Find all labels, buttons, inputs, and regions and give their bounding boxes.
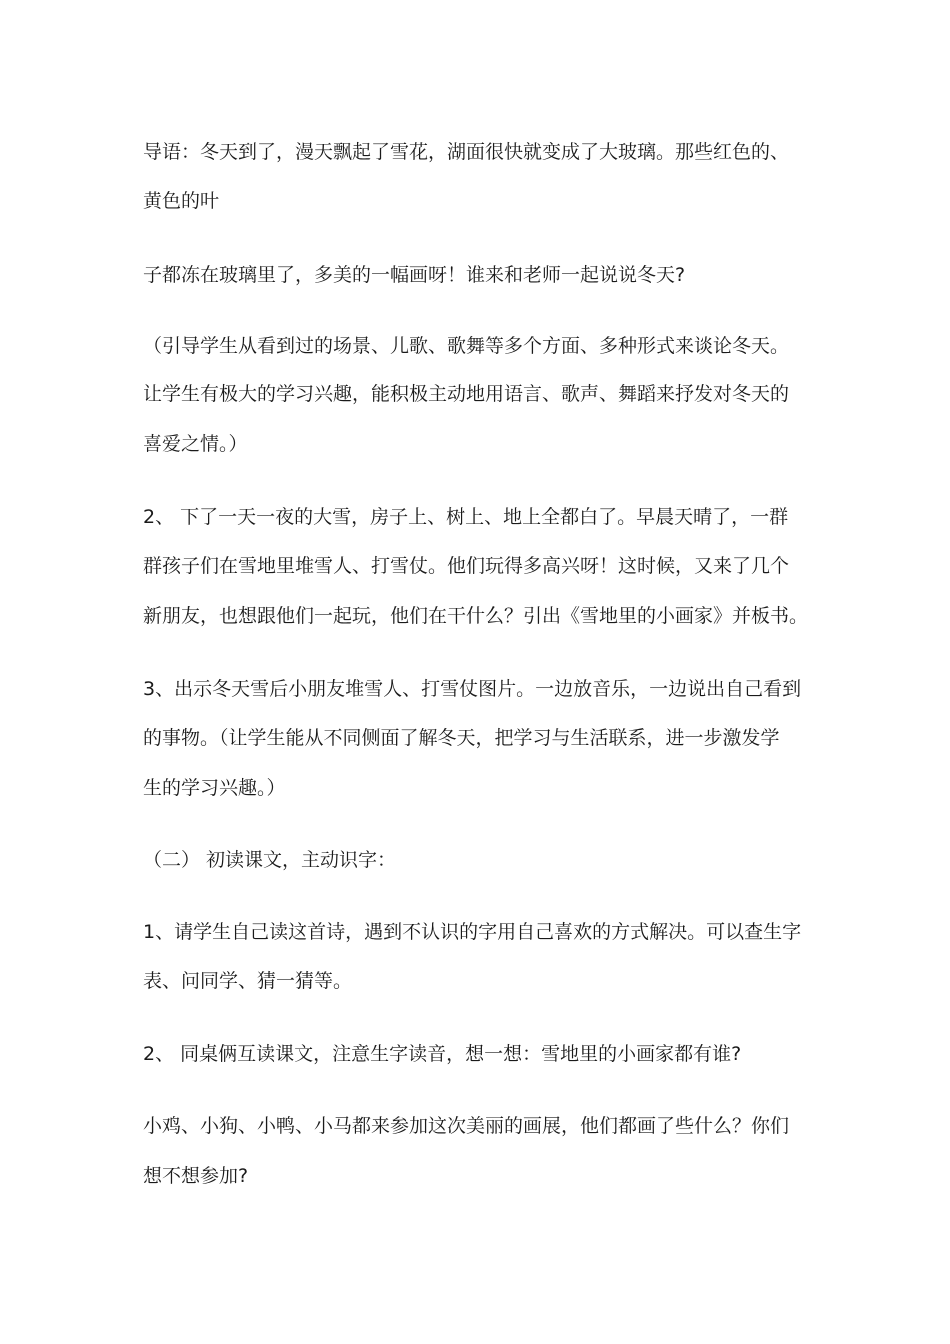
text-line: 2、 下了一天一夜的大雪，房子上、树上、地上全都白了。早晨天晴了，一群: [143, 506, 789, 528]
text-line: 导语：冬天到了，漫天飘起了雪花，湖面很快就变成了大玻璃。那些红色的、: [143, 141, 790, 163]
text-line: 2、 同桌俩互读课文，注意生字读音，想一想：雪地里的小画家都有谁?: [143, 1043, 742, 1065]
text-line: 喜爱之情。）: [143, 433, 248, 455]
text-line: 子都冻在玻璃里了，多美的一幅画呀！谁来和老师一起说说冬天?: [143, 264, 686, 286]
text-line: 让学生有极大的学习兴趣，能积极主动地用语言、歌声、舞蹈来抒发对冬天的: [143, 383, 790, 405]
text-line: 群孩子们在雪地里堆雪人、打雪仗。他们玩得多高兴呀！这时候，又来了几个: [143, 555, 790, 577]
text-line: 3、出示冬天雪后小朋友堆雪人、打雪仗图片。一边放音乐，一边说出自己看到: [143, 678, 802, 700]
text-line: 1、请学生自己读这首诗，遇到不认识的字用自己喜欢的方式解决。可以查生字: [143, 921, 802, 943]
section-heading: （二） 初读课文，主动识字：: [143, 849, 397, 871]
text-line: 的事物。（让学生能从不同侧面了解冬天，把学习与生活联系，进一步激发学: [143, 727, 780, 749]
text-line: 新朋友，也想跟他们一起玩，他们在干什么？引出《雪地里的小画家》并板书。: [143, 605, 809, 627]
text-line: 小鸡、小狗、小鸭、小马都来参加这次美丽的画展，他们都画了些什么？你们: [143, 1115, 790, 1137]
text-line: 黄色的叶: [143, 190, 220, 212]
text-line: 表、问同学、猜一猜等。: [143, 970, 353, 992]
text-line: 想不想参加?: [143, 1165, 249, 1187]
text-line: 生的学习兴趣。）: [143, 777, 286, 799]
text-line: （引导学生从看到过的场景、儿歌、歌舞等多个方面、多种形式来谈论冬天。: [143, 335, 790, 357]
